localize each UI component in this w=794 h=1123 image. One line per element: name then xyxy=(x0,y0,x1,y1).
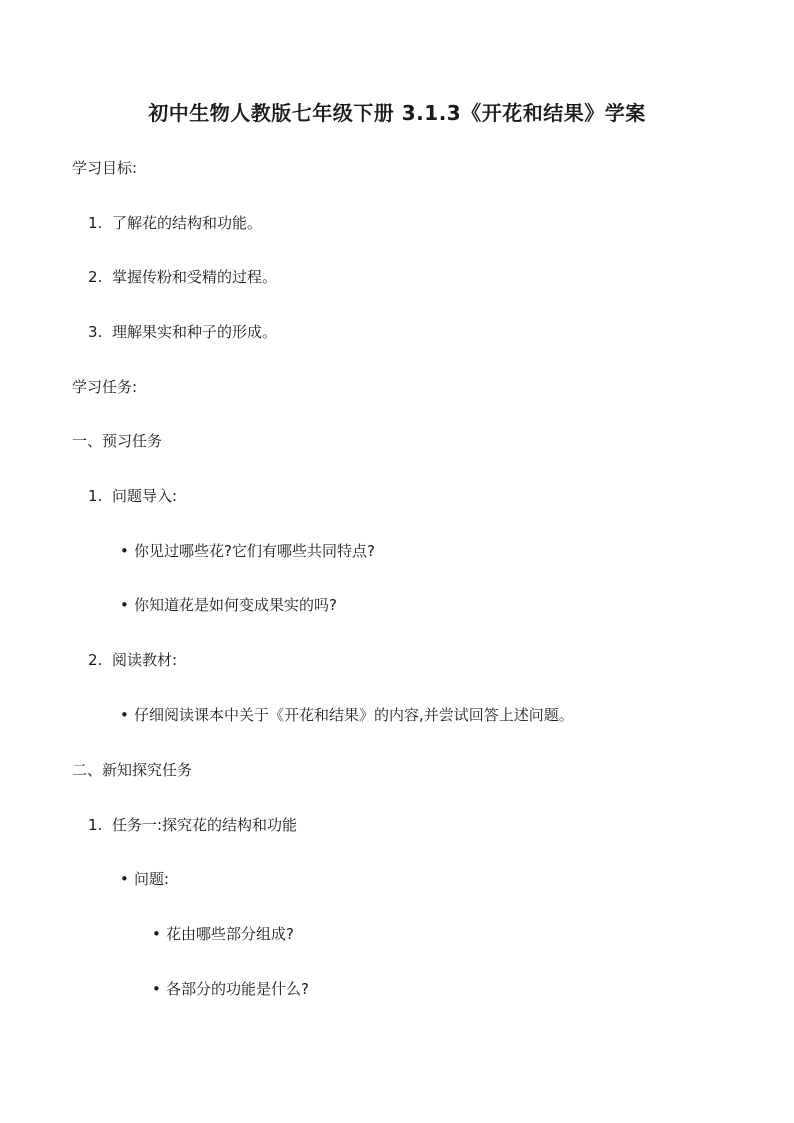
goal-item xyxy=(88,322,277,342)
bullet-icon: • xyxy=(152,980,161,998)
section-heading: 二、新知探究任务 xyxy=(72,761,193,779)
bullet-text: 你见过哪些花?它们有哪些共同特点? xyxy=(134,542,375,560)
bullet-icon: • xyxy=(120,542,129,560)
tasks-heading: 学习任务: xyxy=(72,378,138,396)
goal-text: 了解花的结构和功能。 xyxy=(112,214,263,232)
task-item xyxy=(88,650,177,670)
task-text: 问题导入: xyxy=(112,487,178,505)
task-text: 阅读教材: xyxy=(112,651,178,669)
goal-text: 理解果实和种子的形成。 xyxy=(112,323,278,341)
sub-bullet-item xyxy=(152,924,294,944)
task-number: 1. xyxy=(88,487,103,505)
goal-number: 2. xyxy=(88,268,103,286)
goal-text: 掌握传粉和受精的过程。 xyxy=(112,268,278,286)
task-number: 1. xyxy=(88,816,103,834)
goals-heading: 学习目标: xyxy=(72,159,138,177)
bullet-text: 各部分的功能是什么? xyxy=(166,980,309,998)
bullet-text: 仔细阅读课本中关于《开花和结果》的内容,并尝试回答上述问题。 xyxy=(134,706,574,724)
task-number: 2. xyxy=(88,651,103,669)
bullet-icon: • xyxy=(120,706,129,724)
bullet-text: 花由哪些部分组成? xyxy=(166,925,294,943)
bullet-icon: • xyxy=(152,925,161,943)
task-item xyxy=(88,486,177,506)
bullet-icon: • xyxy=(120,870,129,888)
bullet-text: 你知道花是如何变成果实的吗? xyxy=(134,596,337,614)
bullet-icon: • xyxy=(120,596,129,614)
task-text: 任务一:探究花的结构和功能 xyxy=(112,816,298,834)
document-title: 初中生物人教版七年级下册 3.1.3《开花和结果》学案 xyxy=(148,101,646,125)
bullet-item xyxy=(120,869,169,889)
goal-item xyxy=(88,267,277,287)
goal-item xyxy=(88,213,262,233)
sub-bullet-item xyxy=(152,979,309,999)
bullet-text: 问题: xyxy=(134,870,170,888)
goal-number: 1. xyxy=(88,214,103,232)
bullet-item xyxy=(120,595,337,615)
section-heading: 一、预习任务 xyxy=(72,432,163,450)
goal-number: 3. xyxy=(88,323,103,341)
task-item xyxy=(88,815,297,835)
bullet-item xyxy=(120,541,375,561)
bullet-item xyxy=(120,705,574,725)
